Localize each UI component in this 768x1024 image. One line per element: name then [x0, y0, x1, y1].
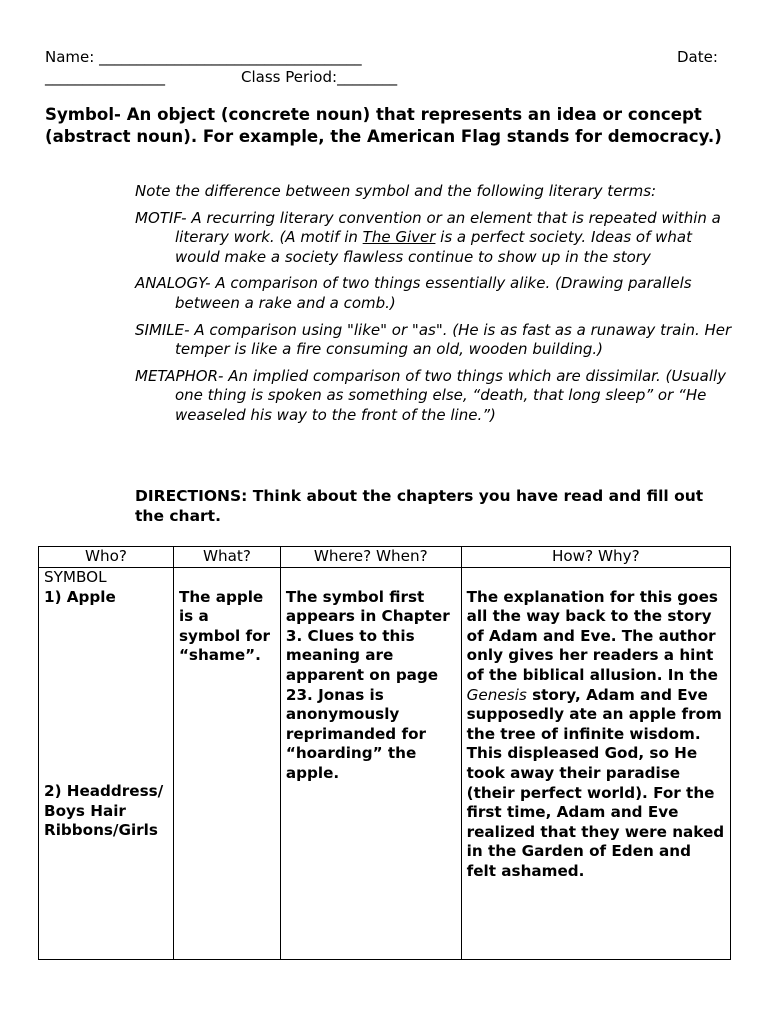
how-text-b: story, Adam and Eve supposedly ate an apple from the tree of infinite wisdom. This displeased God, so He took away their paradise (their perfect world). For the first time, Adam and Eve realized that they were naked in the Garden of Eden and felt ashamed. — [466, 685, 725, 880]
literary-terms-notes — [135, 182, 735, 433]
simile-definition: SIMILE- A comparison using "like" or "as". (He is as fast as a runaway train. Her temper is like a fire consuming an old, wooden building.) — [135, 320, 732, 359]
who-cell[interactable] — [39, 568, 174, 960]
book-title: The Giver — [362, 228, 436, 247]
what-cell[interactable] — [173, 568, 280, 960]
header-how-why: How? Why? — [461, 547, 730, 568]
directions: DIRECTIONS: Think about the chapters you have read and fill out the chart. — [135, 487, 704, 525]
class-period-line — [241, 67, 397, 87]
motif-definition — [135, 209, 735, 268]
who-spacer — [44, 607, 168, 782]
date-blank[interactable]: ________________ — [45, 68, 165, 86]
symbol-label: SYMBOL — [44, 568, 107, 586]
what-spacer — [179, 568, 275, 588]
motif-text-a: MOTIF- A recurring literary convention or an element that is repeated within a literary work. (A motif in — [135, 208, 721, 247]
class-period-label: Class Period: — [241, 68, 338, 86]
where-when-text: The symbol first appears in Chapter 3. Clues to this meaning are apparent on page 23. Jonas is anonymously reprimanded for “hoarding” the apple. — [285, 587, 450, 782]
symbol-definition: Symbol- An object (concrete noun) that represents an idea or concept (abstract noun). For example, the American Flag stands for democracy.) — [45, 105, 722, 146]
analogy-definition: ANALOGY- A comparison of two things essentially alike. (Drawing parallels between a rake and a comb.) — [135, 274, 692, 312]
genesis-title: Genesis — [466, 685, 527, 704]
name-blank[interactable]: ___________________________________ — [99, 48, 362, 66]
chart-header-row — [39, 547, 731, 568]
header-what: What? — [173, 547, 280, 568]
how-text-a: The explanation for this goes all the way back to the story of Adam and Eve. The author only gives her readers a hint of the biblical allusion. In the — [466, 587, 718, 684]
where-spacer — [286, 568, 456, 588]
header-who: Who? — [39, 547, 174, 568]
what-text: The apple is a symbol for “shame”. — [178, 587, 271, 665]
how-spacer — [467, 568, 725, 588]
motif-text-b: is a perfect society. Ideas of what would make a society flawless continue to show up in the story — [175, 228, 692, 266]
class-period-blank[interactable]: ________ — [337, 68, 398, 86]
how-why-cell[interactable] — [461, 568, 730, 960]
chart-row — [39, 568, 731, 960]
how-why-text — [467, 588, 725, 882]
where-when-cell[interactable] — [280, 568, 461, 960]
name-label: Name: — [45, 48, 95, 66]
metaphor-definition: METAPHOR- An implied comparison of two things which are dissimilar. (Usually one thing is spoken as something else, “death, that long sleep” or “He weaseled his way to the front of the line.”) — [135, 366, 727, 424]
notes-intro: Note the difference between symbol and the following literary terms: — [135, 182, 657, 200]
who-item-apple: 1) Apple — [44, 587, 116, 606]
date-label: Date: — [677, 48, 718, 66]
name-line — [45, 47, 362, 67]
who-item-headdress: 2) Headdress/ Boys Hair Ribbons/Girls — [44, 782, 164, 840]
symbol-chart — [38, 546, 731, 960]
header-where-when: Where? When? — [280, 547, 461, 568]
